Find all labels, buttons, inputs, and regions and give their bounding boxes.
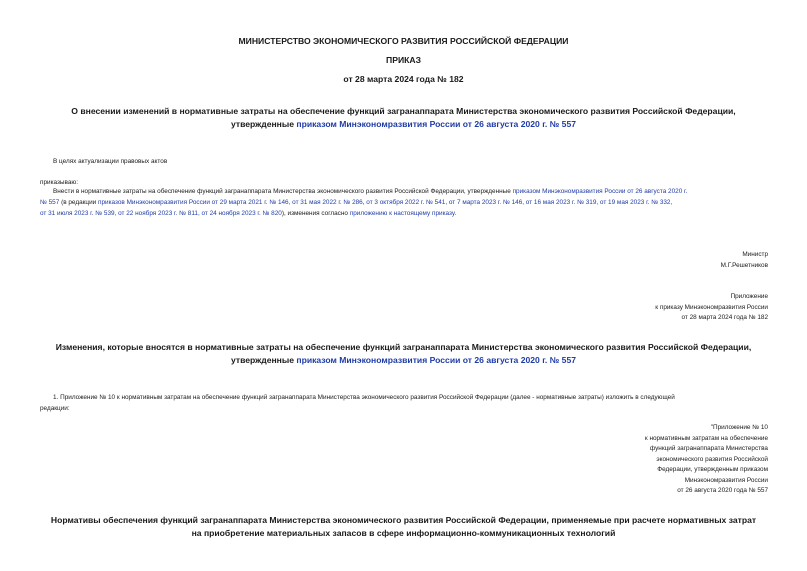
changes-title-line2 <box>0 355 807 365</box>
appendix10-line6: Минэкономразвития России <box>684 476 768 484</box>
appendix10-line1: "Приложение № 10 <box>710 424 768 431</box>
body-line3 <box>40 208 780 219</box>
doc-title-link[interactable]: приказом Минэкономразвития России от 26 августа 2020 г. № 557 <box>296 119 577 129</box>
order-557-link[interactable]: приказом Минэкономразвития России от 26 августа 2020 г. <box>512 188 688 195</box>
doc-date-number: от 28 марта 2024 года № 182 <box>343 74 464 84</box>
appendix-ref-line2: к приказу Минэкономразвития России <box>655 303 768 311</box>
body-text: . <box>454 210 457 217</box>
signature-block <box>721 250 768 271</box>
body-paragraph <box>40 186 780 219</box>
order-word: приказываю: <box>40 179 78 186</box>
amending-orders-link-2[interactable]: от 3 октября 2022 г. № 541, от 7 марта 2023 г. № 146, от 16 мая 2023 г. № 319, от 19 мая 2023 г. № 332, <box>366 199 673 206</box>
appendix-ref-line1: Приложение <box>730 293 768 300</box>
item1-line1: 1. Приложение № 10 к нормативным затратам на обеспечение функций загранаппарата Министерства экономического развития Российской Федерации (далее - нормативные затраты) изложить в следующей <box>53 394 675 401</box>
changes-title-line1: Изменения, которые вносятся в нормативные затраты на обеспечение функций загранаппарата Министерства экономического развития Российской Федерации, <box>55 342 752 352</box>
appendix-ref-line3: от 28 марта 2024 года № 182 <box>681 314 768 321</box>
norms-title-line2: на приобретение материальных запасов в сфере информационно-коммуникационных технологий <box>191 528 616 538</box>
appendix10-line3: функций загранаппарата Министерства <box>649 445 768 452</box>
norms-title-line1: Нормативы обеспечения функций загранаппарата Министерства экономического развития Российской Федерации, применяемые при расчете нормативных затрат <box>50 515 757 525</box>
order-557-number-link[interactable]: № 557 <box>40 199 60 206</box>
ministry-heading: МИНИСТЕРСТВО ЭКОНОМИЧЕСКОГО РАЗВИТИЯ РОССИЙСКОЙ ФЕДЕРАЦИИ <box>238 36 569 46</box>
doc-title <box>0 106 807 129</box>
body-text: ), изменения согласно <box>281 210 350 217</box>
appendix10-line5: Федерации, утвержденным приказом <box>657 466 768 473</box>
appendix10-header <box>645 423 768 497</box>
norms-title <box>0 515 807 538</box>
preamble: В целях актуализации правовых актов <box>53 158 168 165</box>
appendix-link[interactable]: приложению к настоящему приказу <box>349 210 455 217</box>
body-line1 <box>40 186 780 197</box>
appendix10-line4: экономического развития Российской <box>656 455 768 463</box>
doc-title-line2 <box>0 119 807 129</box>
amending-orders-link-3[interactable]: от 31 июля 2023 г. № 539, от 22 ноября 2023 г. № 811, от 24 ноября 2023 г. № 820 <box>40 210 282 217</box>
changes-title-link[interactable]: приказом Минэкономразвития России от 26 августа 2020 г. № 557 <box>296 355 577 365</box>
appendix10-line2: к нормативным затратам на обеспечение <box>644 434 768 442</box>
appendix10-line7: от 26 августа 2020 года № 557 <box>677 487 768 494</box>
body-text: Внести в нормативные затраты на обеспечение функций загранаппарата Министерства экономического развития Российской Федерации, утвержденные <box>53 188 513 195</box>
body-text: , <box>362 199 367 206</box>
appendix-reference <box>655 292 768 324</box>
changes-title <box>0 342 807 365</box>
amending-orders-link[interactable]: приказов Минэкономразвития России от 29 марта 2021 г. № 146, от 31 мая 2022 г. № 286 <box>98 199 363 206</box>
item1-paragraph <box>40 392 770 414</box>
doc-title-line1: О внесении изменений в нормативные затраты на обеспечение функций загранаппарата Министерства экономического развития Российской Федерации, <box>71 106 736 116</box>
item1-line2: редакции: <box>40 405 70 412</box>
body-line2 <box>40 197 780 208</box>
doc-type-heading: ПРИКАЗ <box>386 55 421 65</box>
changes-title-prefix: утвержденные <box>230 355 297 365</box>
signature-name: М.Г.Решетников <box>720 261 768 269</box>
doc-title-prefix: утвержденные <box>230 119 297 129</box>
body-text: (в редакции <box>59 199 98 206</box>
signature-position: Министр <box>742 251 768 258</box>
